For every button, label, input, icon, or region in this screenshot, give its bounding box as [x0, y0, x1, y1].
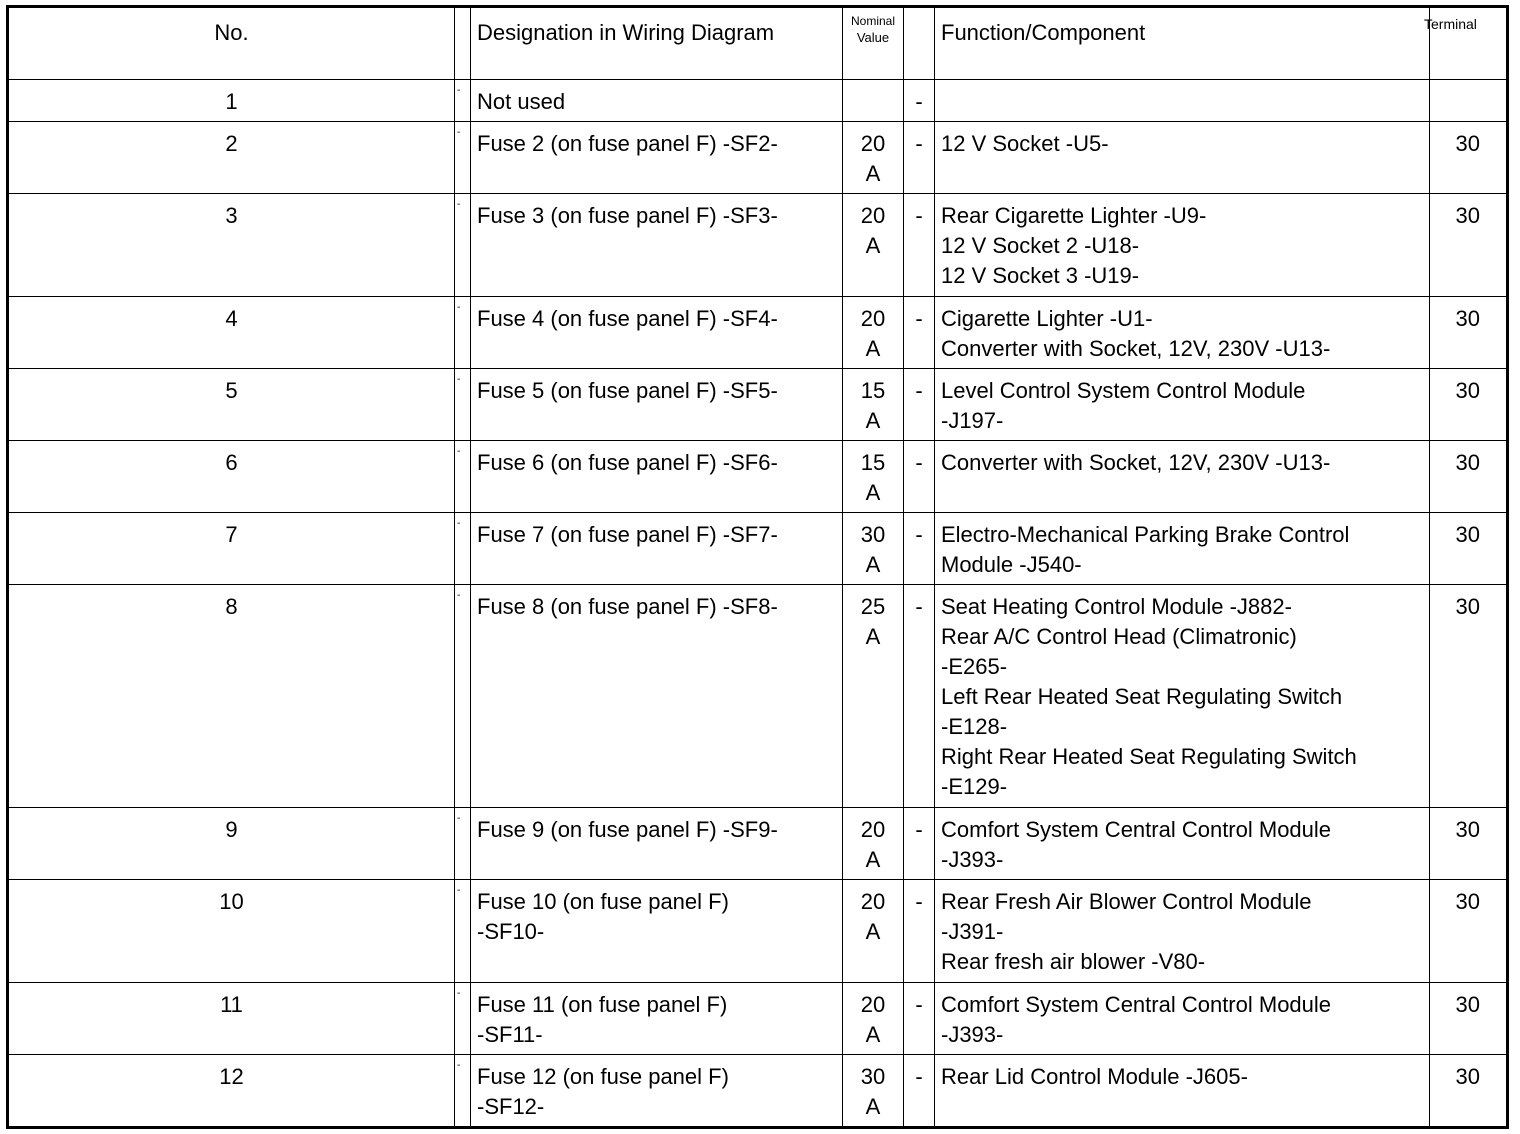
fuse-number: 12 — [8, 1055, 455, 1128]
fuse-designation — [471, 194, 843, 297]
fuse-designation — [471, 80, 843, 122]
fuse-dash: - — [904, 80, 935, 122]
value-line: 20 — [860, 131, 886, 156]
header-dash — [904, 7, 935, 80]
fuse-dash: - — [904, 1055, 935, 1128]
designation-line: Fuse 11 (on fuse panel F) — [477, 992, 728, 1017]
header-gap — [455, 7, 471, 80]
designation-line: Fuse 8 (on fuse panel F) -SF8- — [477, 594, 778, 619]
header-terminal-label: Terminal — [1424, 16, 1477, 32]
fuse-row — [8, 297, 1508, 369]
function-line: Comfort System Central Control Module — [941, 992, 1332, 1017]
fuse-row — [8, 983, 1508, 1055]
fuse-row — [8, 513, 1508, 585]
designation-line: -SF12- — [477, 1094, 545, 1119]
fuse-dash: - — [904, 585, 935, 808]
row-marker — [455, 122, 471, 194]
function-line: -E128- — [941, 714, 1008, 739]
fuse-dash: - — [904, 880, 935, 983]
function-line: -E265- — [941, 654, 1008, 679]
designation-line: -SF11- — [477, 1022, 543, 1047]
value-line: 20 — [860, 306, 886, 331]
fuse-terminal: 30 — [1430, 880, 1508, 983]
fuse-nominal-value — [843, 983, 904, 1055]
fuse-terminal: 30 — [1430, 194, 1508, 297]
row-marker-text: - — [457, 302, 461, 313]
fuse-number: 4 — [8, 297, 455, 369]
function-line: -J197- — [941, 408, 1004, 433]
value-line: A — [865, 847, 881, 872]
function-line: Rear fresh air blower -V80- — [941, 949, 1206, 974]
fuse-designation — [471, 1055, 843, 1128]
row-marker-text: - — [457, 85, 461, 96]
designation-line: Fuse 9 (on fuse panel F) -SF9- — [477, 817, 778, 842]
value-line: A — [865, 408, 881, 433]
function-line: Rear Cigarette Lighter -U9- — [941, 203, 1207, 228]
fuse-row — [8, 80, 1508, 122]
value-line: A — [865, 624, 881, 649]
function-line: Right Rear Heated Seat Regulating Switch — [941, 744, 1357, 769]
function-line: -E129- — [941, 774, 1008, 799]
row-marker — [455, 441, 471, 513]
function-line: Electro-Mechanical Parking Brake Control — [941, 522, 1350, 547]
fuse-number: 9 — [8, 808, 455, 880]
fuse-row — [8, 194, 1508, 297]
fuse-number: 8 — [8, 585, 455, 808]
designation-line: Fuse 3 (on fuse panel F) -SF3- — [477, 203, 778, 228]
fuse-terminal: 30 — [1430, 122, 1508, 194]
designation-line: Fuse 10 (on fuse panel F) — [477, 889, 729, 914]
fuse-designation — [471, 122, 843, 194]
fuse-nominal-value — [843, 1055, 904, 1128]
fuse-function — [935, 585, 1430, 808]
fuse-function — [935, 369, 1430, 441]
fuse-row — [8, 808, 1508, 880]
fuse-nominal-value — [843, 369, 904, 441]
fuse-row — [8, 585, 1508, 808]
header-nominal-value — [843, 7, 904, 80]
designation-line: Fuse 5 (on fuse panel F) -SF5- — [477, 378, 778, 403]
fuse-designation — [471, 808, 843, 880]
fuse-designation — [471, 585, 843, 808]
row-marker — [455, 80, 471, 122]
row-marker-text: - — [457, 127, 461, 138]
fuse-nominal-value — [843, 585, 904, 808]
row-marker-text: - — [457, 446, 461, 457]
fuse-terminal: 30 — [1430, 513, 1508, 585]
fuse-designation — [471, 297, 843, 369]
row-marker — [455, 585, 471, 808]
fuse-dash: - — [904, 441, 935, 513]
designation-line: Fuse 7 (on fuse panel F) -SF7- — [477, 522, 778, 547]
row-marker-text: - — [457, 1060, 461, 1071]
fuse-number: 3 — [8, 194, 455, 297]
fuse-terminal — [1430, 80, 1508, 122]
header-no: No. — [8, 7, 455, 80]
row-marker-text: - — [457, 885, 461, 896]
fuse-number: 1 — [8, 80, 455, 122]
fuse-function — [935, 880, 1430, 983]
fuse-number: 5 — [8, 369, 455, 441]
fuse-row — [8, 1055, 1508, 1128]
function-line: Rear Fresh Air Blower Control Module — [941, 889, 1312, 914]
row-marker-text: - — [457, 590, 461, 601]
row-marker — [455, 194, 471, 297]
fuse-dash: - — [904, 369, 935, 441]
fuse-dash: - — [904, 297, 935, 369]
designation-line: Fuse 6 (on fuse panel F) -SF6- — [477, 450, 778, 475]
fuse-function — [935, 194, 1430, 297]
row-marker — [455, 297, 471, 369]
row-marker — [455, 983, 471, 1055]
designation-line: Fuse 2 (on fuse panel F) -SF2- — [477, 131, 778, 156]
fuse-function — [935, 808, 1430, 880]
value-line: 25 — [860, 594, 886, 619]
row-marker — [455, 808, 471, 880]
fuse-nominal-value — [843, 297, 904, 369]
fuse-number: 6 — [8, 441, 455, 513]
row-marker-text: - — [457, 813, 461, 824]
function-line: Rear A/C Control Head (Climatronic) — [941, 624, 1297, 649]
header-value-line2: Value — [856, 30, 890, 45]
function-line: -J393- — [941, 847, 1004, 872]
fuse-terminal: 30 — [1430, 983, 1508, 1055]
fuse-function — [935, 1055, 1430, 1128]
row-marker — [455, 1055, 471, 1128]
value-line: A — [865, 233, 881, 258]
fuse-terminal: 30 — [1430, 369, 1508, 441]
designation-line: -SF10- — [477, 919, 545, 944]
fuse-dash: - — [904, 808, 935, 880]
value-line: A — [865, 1022, 881, 1047]
function-line: Converter with Socket, 12V, 230V -U13- — [941, 336, 1331, 361]
value-line: 20 — [860, 203, 886, 228]
fuse-row — [8, 880, 1508, 983]
value-line: 20 — [860, 992, 886, 1017]
fuse-function — [935, 983, 1430, 1055]
fuse-designation — [471, 369, 843, 441]
value-line: 15 — [860, 450, 886, 475]
fuse-nominal-value — [843, 513, 904, 585]
row-marker-text: - — [457, 199, 461, 210]
row-marker — [455, 513, 471, 585]
function-line: 12 V Socket 3 -U19- — [941, 263, 1140, 288]
fuse-number: 2 — [8, 122, 455, 194]
header-terminal — [1424, 7, 1508, 80]
fuse-nominal-value — [843, 880, 904, 983]
fuse-number: 11 — [8, 983, 455, 1055]
fuse-function — [935, 297, 1430, 369]
fuse-designation — [471, 441, 843, 513]
header-value-line1: Nominal — [850, 14, 895, 28]
row-marker-text: - — [457, 988, 461, 999]
fuse-terminal: 30 — [1430, 808, 1508, 880]
fuse-nominal-value — [843, 441, 904, 513]
value-line: 30 — [860, 1064, 886, 1089]
row-marker — [455, 369, 471, 441]
value-line: A — [865, 919, 881, 944]
fuse-function — [935, 513, 1430, 585]
value-line: A — [865, 336, 881, 361]
fuse-function — [935, 441, 1430, 513]
function-line: Left Rear Heated Seat Regulating Switch — [941, 684, 1343, 709]
value-line: A — [865, 480, 881, 505]
header-row — [8, 7, 1508, 80]
function-line: 12 V Socket 2 -U18- — [941, 233, 1140, 258]
fuse-number: 10 — [8, 880, 455, 983]
fuse-nominal-value — [843, 80, 904, 122]
row-marker-text: - — [457, 518, 461, 529]
fuse-function — [935, 122, 1430, 194]
row-marker-text: - — [457, 374, 461, 385]
fuse-dash: - — [904, 983, 935, 1055]
fuse-function — [935, 80, 1430, 122]
fuse-designation — [471, 513, 843, 585]
function-line: Cigarette Lighter -U1- — [941, 306, 1153, 331]
fuse-row — [8, 122, 1508, 194]
function-line: -J391- — [941, 919, 1004, 944]
fuse-nominal-value — [843, 808, 904, 880]
function-line: -J393- — [941, 1022, 1004, 1047]
fuse-terminal: 30 — [1430, 297, 1508, 369]
value-line: A — [865, 1094, 881, 1119]
value-line: 30 — [860, 522, 886, 547]
fuse-terminal: 30 — [1430, 585, 1508, 808]
function-line: Level Control System Control Module — [941, 378, 1306, 403]
value-line: 20 — [860, 817, 886, 842]
function-line: Seat Heating Control Module -J882- — [941, 594, 1292, 619]
header-function: Function/Component — [935, 7, 1430, 80]
designation-line: Fuse 4 (on fuse panel F) -SF4- — [477, 306, 778, 331]
function-line: 12 V Socket -U5- — [941, 131, 1109, 156]
fuse-dash: - — [904, 122, 935, 194]
fuse-nominal-value — [843, 122, 904, 194]
value-line: 15 — [860, 378, 886, 403]
fuse-terminal: 30 — [1430, 441, 1508, 513]
fuse-table — [6, 5, 1509, 1129]
value-line: 20 — [860, 889, 886, 914]
function-line: Comfort System Central Control Module — [941, 817, 1332, 842]
fuse-terminal: 30 — [1430, 1055, 1508, 1128]
fuse-designation — [471, 983, 843, 1055]
function-line: Rear Lid Control Module -J605- — [941, 1064, 1248, 1089]
header-designation: Designation in Wiring Diagram — [471, 7, 843, 80]
value-line: A — [865, 552, 881, 577]
designation-line: Not used — [477, 89, 566, 114]
fuse-row — [8, 441, 1508, 513]
fuse-number: 7 — [8, 513, 455, 585]
fuse-dash: - — [904, 513, 935, 585]
fuse-row — [8, 369, 1508, 441]
designation-line: Fuse 12 (on fuse panel F) — [477, 1064, 729, 1089]
fuse-dash: - — [904, 194, 935, 297]
fuse-nominal-value — [843, 194, 904, 297]
value-line: A — [865, 161, 881, 186]
function-line: Converter with Socket, 12V, 230V -U13- — [941, 450, 1331, 475]
row-marker — [455, 880, 471, 983]
fuse-designation — [471, 880, 843, 983]
function-line: Module -J540- — [941, 552, 1082, 577]
